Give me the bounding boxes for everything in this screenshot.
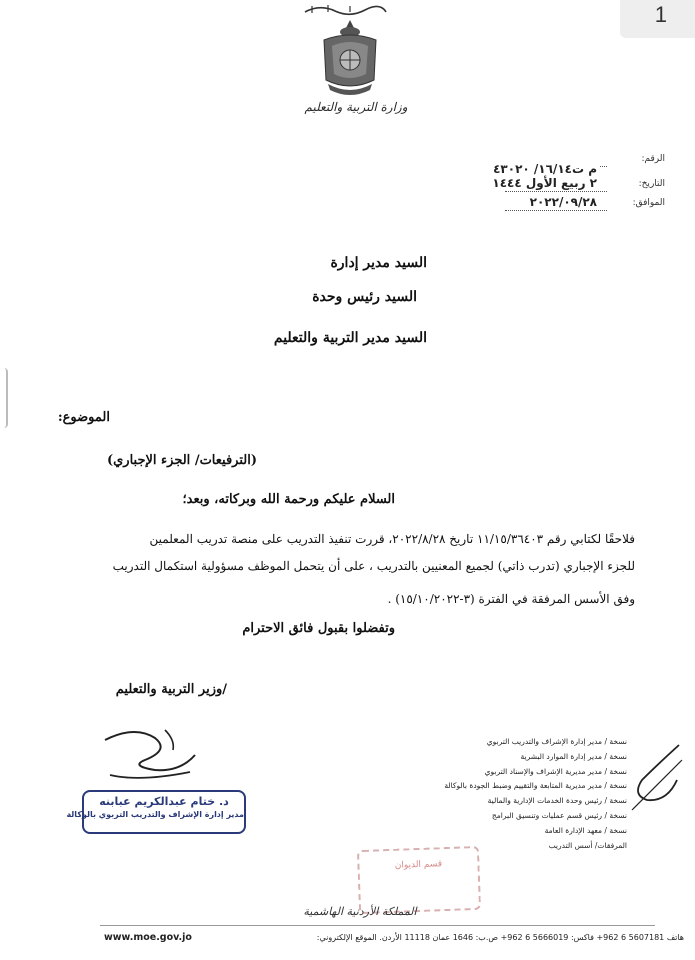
cc-item: نسخة / رئيس وحدة الخدمات الإدارية والمالية bbox=[487, 796, 627, 806]
closing: وتفضلوا بقبول فائق الاحترام bbox=[242, 621, 395, 636]
page-number-tab bbox=[620, 0, 695, 38]
page-number: 1 bbox=[654, 2, 667, 27]
received-stamp-text: قسم الديوان bbox=[394, 859, 443, 871]
body-line-3: وفق الأسس المرفقة في الفترة (٣-١٥/١٠/٢٠٢٢) . bbox=[387, 592, 635, 606]
greeting: السلام عليكم ورحمة الله وبركاته، وبعد؛ bbox=[182, 492, 395, 507]
subject-value: (الترفيعات/ الجزء الإجباري) bbox=[106, 453, 257, 468]
reference-date-value: ٢ ربيع الأول ١٤٤٤ bbox=[492, 176, 597, 190]
received-stamp bbox=[357, 846, 481, 914]
reference-corresponding-label: الموافق: bbox=[632, 198, 665, 208]
reference-block bbox=[465, 152, 665, 215]
addressee-3: السيد مدير التربية والتعليم bbox=[273, 330, 427, 346]
subject-label: الموضوع: bbox=[57, 410, 110, 425]
footer-divider bbox=[100, 925, 655, 926]
footer-kingdom: المملكة الأردنية الهاشمية bbox=[303, 905, 417, 918]
footer-website-link[interactable]: www.moe.gov.jo bbox=[104, 932, 192, 943]
initials-signature bbox=[627, 740, 687, 815]
reference-number-label: الرقم: bbox=[641, 154, 665, 164]
page-edge-handle bbox=[0, 368, 8, 428]
cc-item: نسخة / رئيس قسم عمليات وتنسيق البرامج bbox=[491, 810, 627, 820]
signatory-title: /وزير التربية والتعليم bbox=[115, 682, 227, 697]
cc-attachments: المرفقات/ أسس التدريب bbox=[548, 840, 627, 850]
reference-date-row bbox=[465, 177, 665, 196]
reference-corresponding-value: ٢٠٢٢/٠٩/٢٨ bbox=[529, 195, 597, 209]
jordan-coat-of-arms-icon bbox=[318, 18, 382, 100]
ministry-name-calligraphy: وزارة التربية والتعليم bbox=[304, 100, 408, 114]
reference-number-value: م ت١٦/١٤/ ٤٣٠٢٠ bbox=[493, 162, 597, 176]
signatory-stamp bbox=[66, 790, 246, 834]
cc-item: نسخة / معهد الإدارة العامة bbox=[544, 825, 627, 835]
stamp-title: مدير إدارة الإشراف والتدريب التربوي بالوكالة bbox=[66, 810, 244, 819]
cc-item: نسخة / مدير مديرية المتابعة والتقييم وضبط الجودة بالوكالة bbox=[444, 781, 627, 791]
basmala-calligraphy bbox=[300, 2, 390, 16]
footer-contact-info: هاتف 5607181 6 962+ فاكس: 5666019 6 962+ ص.ب: 1646 عمان 11118 الأردن. الموقع الإلكتروني: bbox=[316, 933, 684, 942]
cc-item: نسخة / مدير مديرية الإشراف والإسناد التربوي bbox=[484, 766, 627, 776]
cc-item: نسخة / مدير إدارة الموارد البشرية bbox=[520, 751, 627, 761]
addressee-2: السيد رئيس وحدة bbox=[312, 289, 417, 305]
handwritten-signature bbox=[95, 720, 205, 790]
reference-date-label: التاريخ: bbox=[638, 179, 665, 189]
stamp-name: د. ختام عبدالكريم عبابنه bbox=[99, 795, 229, 808]
reference-corresponding-row bbox=[465, 196, 665, 215]
cc-item: نسخة / مدير إدارة الإشراف والتدريب التربوي bbox=[486, 737, 627, 746]
addressee-1: السيد مدير إدارة bbox=[330, 255, 427, 271]
body-line-1: فلاحقًا لكتابي رقم ١١/١٥/٣٦٤٠٣ تاريخ ٢٠٢٢/٨/٢٨، قررت تنفيذ التدريب على منصة تدريب المعلمين bbox=[149, 532, 635, 546]
cc-list bbox=[397, 735, 627, 853]
reference-number-value-row bbox=[465, 163, 665, 177]
body-line-2: للجزء الإجباري (تدرب ذاتي) لجميع المعنيين بالتدريب ، على أن يتحمل الموظف مسؤولية استكمال التدريب bbox=[112, 559, 635, 573]
